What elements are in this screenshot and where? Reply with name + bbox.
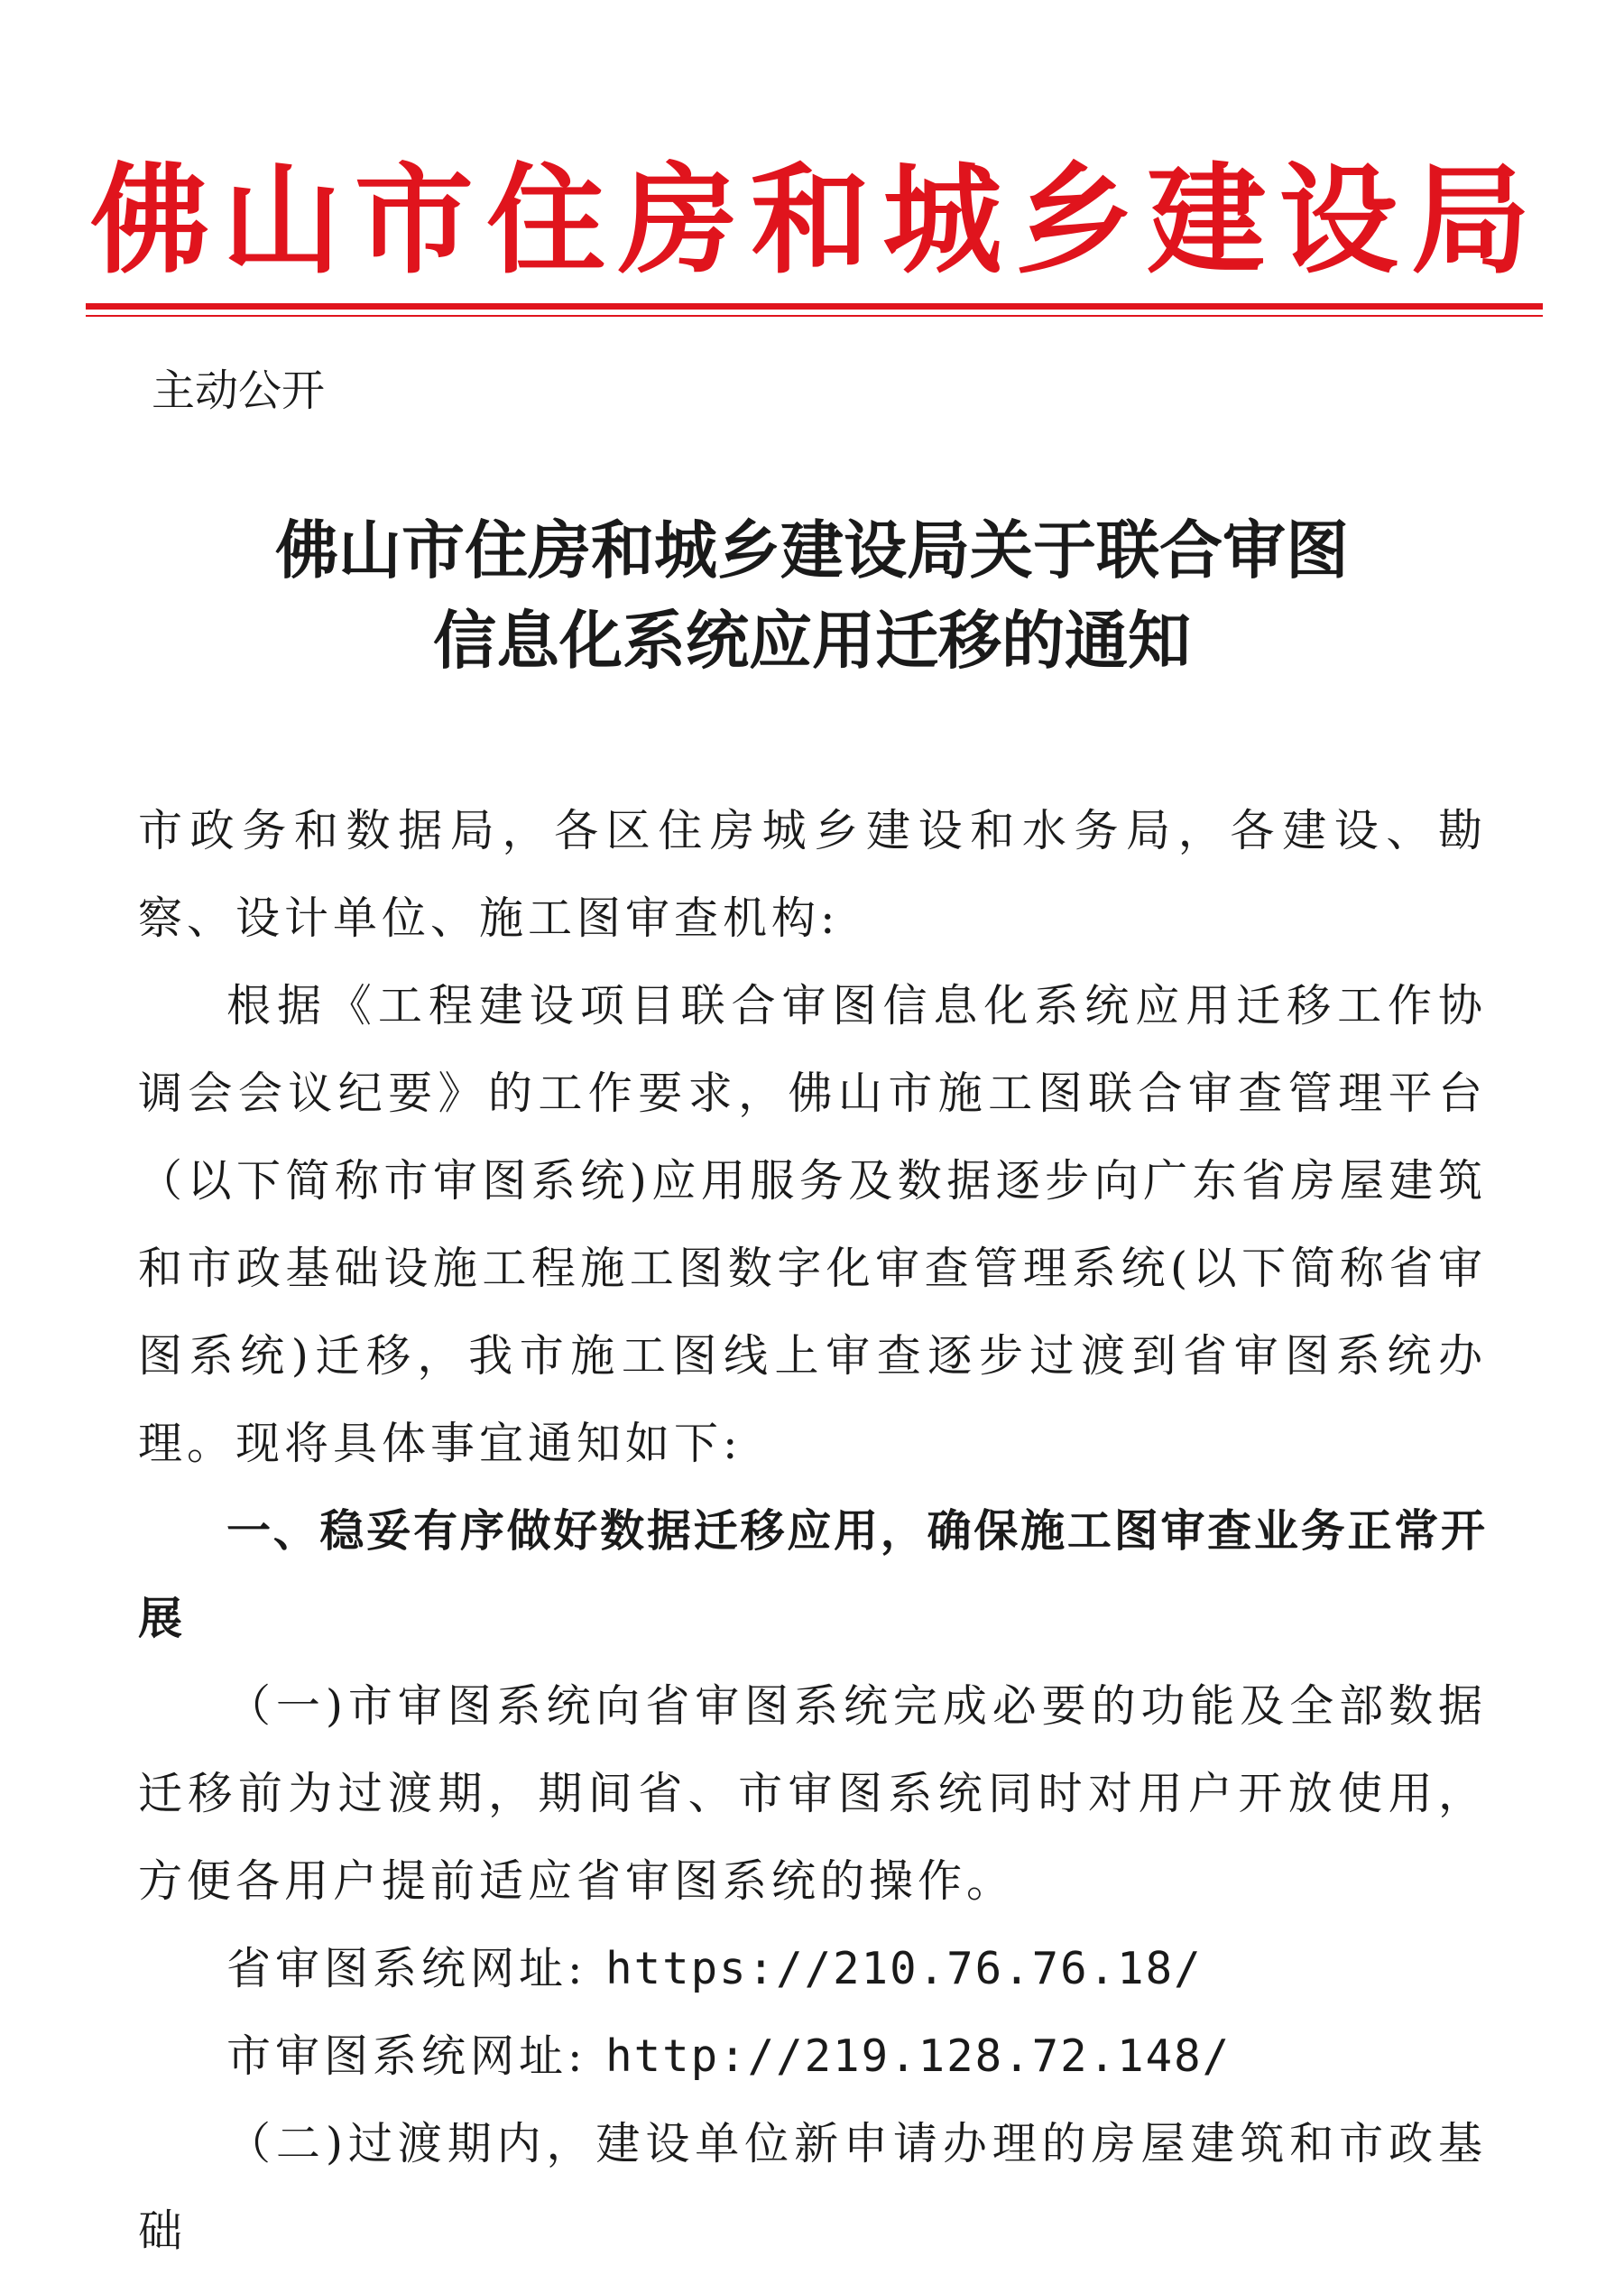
document-body: [138, 787, 1487, 2275]
item-1-paragraph: （一)市审图系统向省审图系统完成必要的功能及全部数据迁移前为过渡期，期间省、市审图系统同时对用户开放使用，方便各用户提前适应省审图系统的操作。: [138, 1680, 1487, 1907]
province-url-label: 省审图系统网址:: [226, 1943, 587, 1994]
city-url: http://219.128.72.148/: [605, 2030, 1232, 2082]
masthead-thin-rule: [86, 315, 1543, 317]
document-title: [135, 505, 1489, 686]
city-url-line: [138, 2012, 1487, 2100]
document-title-line-2: 信息化系统应用迁移的通知: [433, 603, 1191, 678]
section-1-heading: 一、稳妥有序做好数据迁移应用，确保施工图审查业务正常开展: [138, 1505, 1487, 1644]
city-url-label: 市审图系统网址:: [226, 2030, 587, 2082]
item-2-paragraph: （二)过渡期内，建设单位新申请办理的房屋建筑和市政基础: [138, 2118, 1487, 2257]
province-url-line: [138, 1925, 1487, 2012]
addressee-paragraph: 市政务和数据局，各区住房城乡建设和水务局，各建设、勘察、设计单位、施工图审查机构:: [138, 805, 1487, 944]
disclosure-label: 主动公开: [152, 365, 326, 416]
agency-masthead: 佛山市住房和城乡建设局: [90, 151, 1534, 291]
province-url: https://210.76.76.18/: [605, 1943, 1203, 1994]
document-title-line-1: 佛山市住房和城乡建设局关于联合审图: [275, 513, 1349, 587]
masthead-thick-rule: [86, 303, 1543, 310]
intro-paragraph: 根据《工程建设项目联合审图信息化系统应用迁移工作协调会会议纪要》的工作要求，佛山市施工图联合审查管理平台（以下简称市审图系统)应用服务及数据逐步向广东省房屋建筑和市政基础设施工程施工图数字化审查管理系统(以下简称省审图系统)迁移，我市施工图线上审查逐步过渡到省审图系统办理。现将具体事宜通知如下:: [138, 980, 1487, 1469]
